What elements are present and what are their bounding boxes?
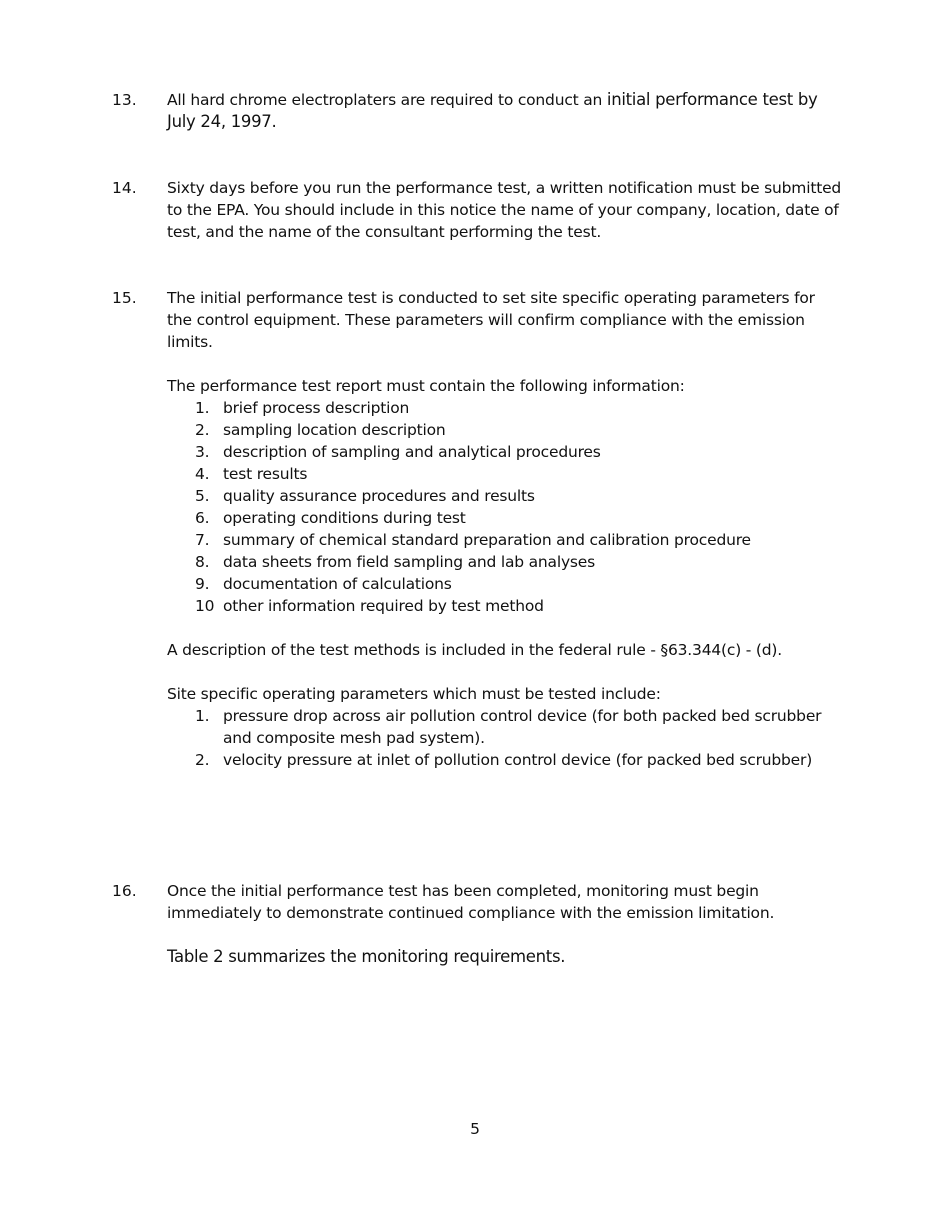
list-item-text: brief process description [223,399,410,417]
list-item [167,595,842,617]
list-item-text: operating conditions during test [223,509,466,527]
list-item-number: 10 [195,597,215,615]
item-number: 15. [112,289,137,307]
item-number: 16. [112,882,137,900]
list-item-number: 4. [195,465,210,483]
list-item [167,749,842,771]
list-item-text: data sheets from field sampling and lab analyses [223,553,596,571]
list-item-number: 6. [195,509,210,527]
list-item [167,529,842,551]
page-number: 5 [470,1120,480,1138]
item-text-part-a: All hard chrome electroplaters are required to conduct an [167,91,607,109]
list-item-text: other information required by test method [223,597,544,615]
list-item-text: description of sampling and analytical procedures [223,443,601,461]
list-item [167,419,842,441]
params-items-list [167,705,842,771]
item-number: 13. [112,91,137,109]
item-number: 14. [112,179,137,197]
list-item-number: 1. [195,707,210,725]
item-body [167,880,842,968]
list-item [167,507,842,529]
list-item-text: pressure drop across air pollution control device (for both packed bed scrubber and composite mesh pad system). [223,707,822,747]
list-item-text: velocity pressure at inlet of pollution control device (for packed bed scrubber) [223,751,813,769]
list-item [167,441,842,463]
item-body [167,287,842,771]
list-item [167,397,842,419]
item-text: Sixty days before you run the performance test, a written notification must be submitted to the EPA. You should include in this notice the name of your company, location, date of test, and the name of the consultant performing the test. [167,179,842,241]
list-item-text: test results [223,465,308,483]
item-text: Once the initial performance test has been completed, monitoring must begin immediately to demonstrate continued compliance with the emission limitation. [167,882,775,922]
list-item [167,463,842,485]
list-item-text: quality assurance procedures and results [223,487,535,505]
list-item-number: 9. [195,575,210,593]
list-item-number: 8. [195,553,210,571]
list-item-number: 2. [195,421,210,439]
list-item-number: 5. [195,487,210,505]
list-item [167,573,842,595]
list-item [167,705,842,749]
list-item-number: 3. [195,443,210,461]
item-text-part-b: initial performance test by July 24, 1997. [167,90,818,131]
list-item [167,551,842,573]
item-text [167,89,842,133]
list-item-number: 2. [195,751,210,769]
methods-note: A description of the test methods is included in the federal rule - §63.344(c) - (d). [167,641,782,659]
list-item [167,485,842,507]
list-item-text: documentation of calculations [223,575,452,593]
report-heading: The performance test report must contain the following information: [167,377,685,395]
params-heading: Site specific operating parameters which must be tested include: [167,685,661,703]
list-item-text: summary of chemical standard preparation and calibration procedure [223,531,751,549]
list-item-number: 7. [195,531,210,549]
list-item-number: 1. [195,399,210,417]
item-intro: The initial performance test is conducted to set site specific operating parameters for the control equipment. These parameters will confirm compliance with the emission limits. [167,289,815,351]
table-note: Table 2 summarizes the monitoring requirements. [167,947,566,966]
list-item-text: sampling location description [223,421,446,439]
report-items-list [167,397,842,617]
